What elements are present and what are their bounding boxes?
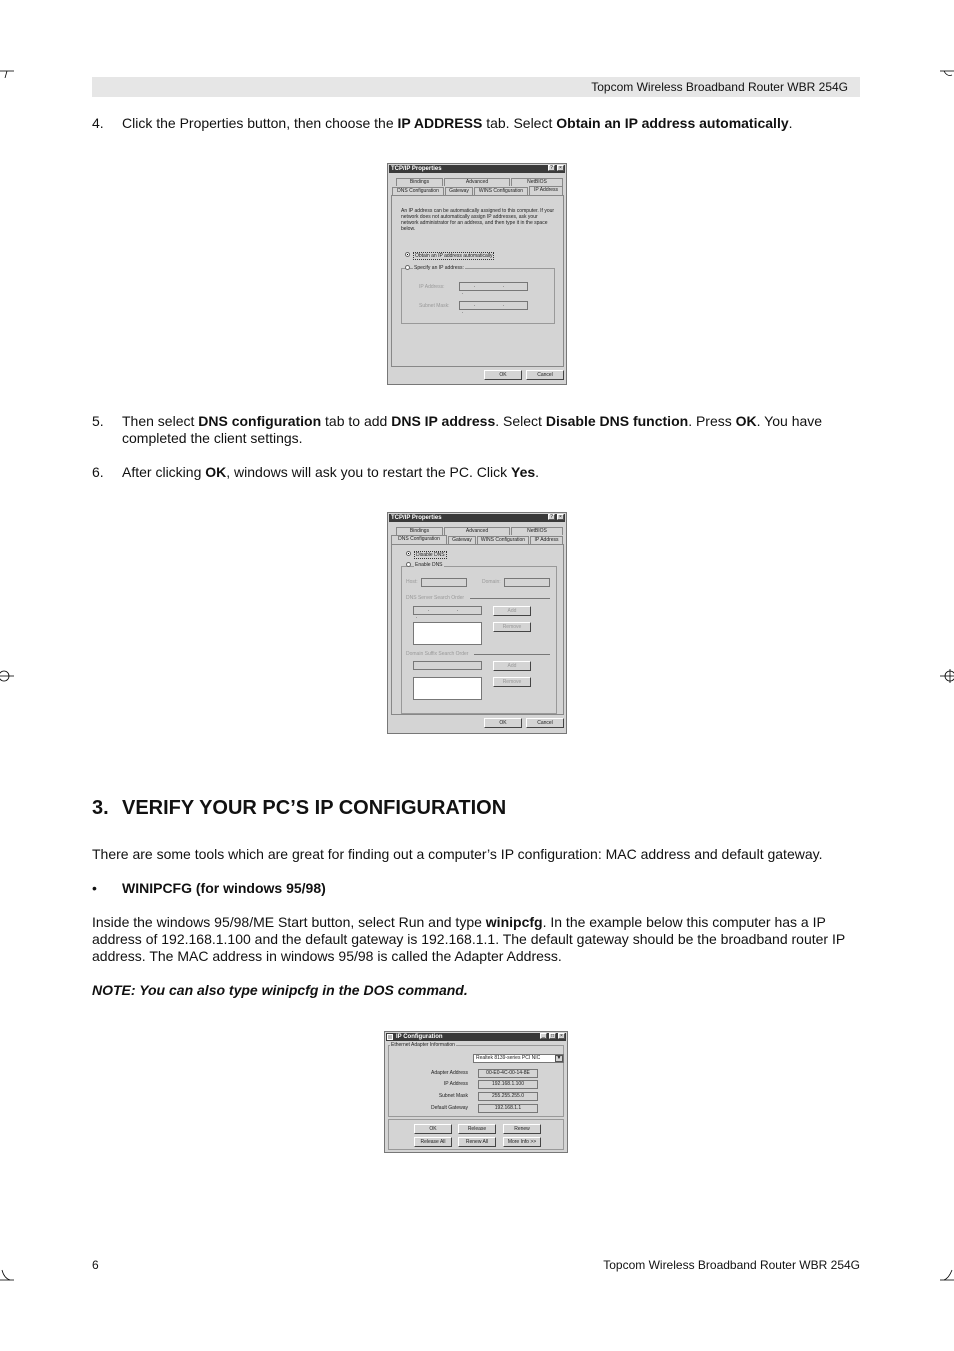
- bold-text: Obtain an IP address automatically: [556, 115, 789, 131]
- minimize-icon[interactable]: _: [540, 1033, 547, 1039]
- host-field: [421, 578, 467, 587]
- dialog-title: IP Configuration: [386, 1033, 566, 1041]
- tab-netbios[interactable]: NetBIOS: [511, 527, 563, 535]
- text-run: Inside the windows 95/98/ME Start button, select Run and type: [92, 914, 486, 930]
- ok-button[interactable]: OK: [414, 1124, 452, 1134]
- running-header: [92, 77, 860, 97]
- suffix-order-label: Domain Suffix Search Order: [406, 651, 469, 657]
- winipcfg-paragraph: [92, 914, 862, 965]
- tab-gateway[interactable]: Gateway: [448, 536, 476, 544]
- release-all-button[interactable]: Release All: [414, 1137, 452, 1147]
- subnet-mask-label: Subnet Mask: [438, 1093, 468, 1099]
- domain-label: Domain:: [482, 579, 501, 585]
- ok-button[interactable]: OK: [484, 718, 522, 728]
- step-number: 5.: [92, 413, 104, 429]
- text-run: . Select: [495, 413, 546, 429]
- more-info-button[interactable]: More Info >>: [503, 1137, 541, 1147]
- text-run: . Press: [688, 413, 736, 429]
- tab-advanced[interactable]: Advanced: [444, 527, 510, 535]
- radio-disable-dns[interactable]: [406, 551, 411, 556]
- bold-text: OK: [735, 413, 757, 429]
- tab-ip-address[interactable]: IP Address: [530, 536, 563, 544]
- bold-text: IP ADDRESS: [397, 115, 483, 131]
- crop-mark-icon: [0, 64, 14, 78]
- step-number: 4.: [92, 115, 104, 131]
- close-icon[interactable]: ×: [558, 1033, 565, 1039]
- domain-field: [504, 578, 550, 587]
- section-number: 3.: [92, 797, 109, 819]
- intro-paragraph: There are some tools which are great for finding out a computer’s IP configuration: MAC address and default gateway.: [92, 846, 823, 862]
- tab-dns-configuration[interactable]: DNS Configuration: [391, 535, 447, 545]
- dns-server-field: . . .: [413, 606, 482, 615]
- close-icon[interactable]: ×: [557, 165, 564, 171]
- subnet-mask-label: Subnet Mask:: [419, 303, 450, 309]
- tab-netbios[interactable]: NetBIOS: [511, 178, 563, 186]
- disable-dns-label[interactable]: Disable DNS: [416, 552, 445, 558]
- cancel-button[interactable]: Cancel: [526, 370, 564, 380]
- tcpip-properties-dialog: [387, 163, 567, 385]
- header-title: Topcom Wireless Broadband Router WBR 254G: [591, 80, 848, 94]
- step-text: [122, 464, 862, 481]
- maximize-icon[interactable]: □: [550, 1033, 555, 1039]
- step-number: 6.: [92, 464, 104, 480]
- suffix-add-button[interactable]: Add: [493, 661, 531, 671]
- adapter-address-label: Adapter Address: [431, 1070, 468, 1076]
- text-run: . In the example below this computer has a IP address of 192.168.1.100 and the default gateway is 192.168.1.1. The default gateway should be the broadband router IP address. The MAC address in windows 95/98 is called the Adapter Address.: [92, 914, 845, 964]
- bold-text: Disable DNS function: [545, 413, 689, 429]
- suffix-remove-button[interactable]: Remove: [493, 677, 531, 687]
- dns-panel: [391, 544, 564, 715]
- section-heading: [92, 797, 506, 820]
- page-number: 6: [92, 1258, 99, 1272]
- separator: [470, 598, 550, 599]
- tcpip-dns-dialog: [387, 512, 567, 734]
- host-label: Host:: [406, 579, 418, 585]
- dns-add-button[interactable]: Add: [493, 606, 531, 616]
- note-text: NOTE: You can also type winipcfg in the DOS command.: [92, 982, 468, 998]
- app-icon: [387, 1034, 393, 1040]
- step-text: [122, 115, 862, 132]
- ip-address-panel: [391, 195, 564, 367]
- specify-ip-group: [401, 268, 555, 324]
- help-icon[interactable]: ?: [548, 165, 555, 171]
- subnet-mask-field: . . .: [459, 301, 528, 310]
- dns-order-label: DNS Server Search Order: [406, 595, 465, 601]
- renew-button[interactable]: Renew: [503, 1124, 541, 1134]
- bold-text: winipcfg: [485, 914, 543, 930]
- tab-advanced[interactable]: Advanced: [444, 178, 510, 186]
- text-run: Click the Properties button, then choose the: [122, 115, 398, 131]
- specify-ip-label[interactable]: Specify an IP address:: [414, 265, 464, 271]
- bullet-item: [92, 880, 326, 896]
- ip-address-label: IP Address:: [419, 284, 445, 290]
- obtain-auto-label[interactable]: Obtain an IP address automatically: [415, 253, 493, 259]
- text-run: . You have completed the client settings.: [122, 413, 823, 446]
- release-button[interactable]: Release: [458, 1124, 496, 1134]
- suffix-field: [413, 661, 482, 670]
- tab-wins-configuration[interactable]: WINS Configuration: [477, 536, 529, 544]
- renew-all-button[interactable]: Renew All: [458, 1137, 496, 1147]
- tab-ip-address[interactable]: IP Address: [529, 186, 563, 196]
- bold-text: Yes: [511, 464, 536, 480]
- text-run: , windows will ask you to restart the PC. Click: [226, 464, 512, 480]
- default-gateway-label: Default Gateway: [431, 1105, 468, 1111]
- text-run: tab to add: [321, 413, 392, 429]
- ip-configuration-dialog: [384, 1031, 568, 1153]
- description-text: An IP address can be automatically assigned to this computer. If your network does not automatically assign IP addresses, ask your network administrator for an address, and then type it in the space below.: [401, 208, 555, 232]
- tab-wins-configuration[interactable]: WINS Configuration: [474, 187, 528, 195]
- radio-specify-ip[interactable]: [405, 265, 410, 270]
- crop-mark-icon: [940, 1268, 954, 1282]
- default-gateway-value: 192.168.1.1: [478, 1104, 538, 1113]
- separator: [474, 654, 550, 655]
- text-run: .: [788, 115, 793, 131]
- tab-dns-configuration[interactable]: DNS Configuration: [392, 187, 444, 195]
- adapter-select[interactable]: Realtek 8139-series PCI NIC: [473, 1054, 564, 1063]
- dns-remove-button[interactable]: Remove: [493, 622, 531, 632]
- bold-text: DNS configuration: [198, 413, 322, 429]
- registration-mark-icon: [940, 669, 954, 683]
- dialog-title: TCP/IP Properties: [389, 165, 565, 173]
- cancel-button[interactable]: Cancel: [526, 718, 564, 728]
- ip-address-field: . . .: [459, 282, 528, 291]
- dialog-title: TCP/IP Properties: [389, 514, 565, 522]
- radio-obtain-auto[interactable]: [405, 252, 410, 257]
- text-run: .: [535, 464, 540, 480]
- tab-bindings[interactable]: Bindings: [396, 178, 443, 186]
- bold-text: OK: [205, 464, 227, 480]
- registration-mark-icon: [0, 669, 14, 683]
- subnet-mask-value: 255.255.255.0: [478, 1092, 538, 1101]
- crop-mark-icon: [940, 64, 954, 78]
- section-title: VERIFY YOUR PC’S IP CONFIGURATION: [122, 797, 507, 819]
- crop-mark-icon: [0, 1268, 14, 1282]
- suffix-list[interactable]: [413, 677, 482, 700]
- enable-dns-label[interactable]: Enable DNS: [415, 562, 443, 568]
- footer-title: Topcom Wireless Broadband Router WBR 254G: [603, 1258, 860, 1272]
- tab-gateway[interactable]: Gateway: [445, 187, 473, 195]
- adapter-address-value: 00-E0-4C-00-14-8E: [478, 1069, 538, 1078]
- chevron-down-icon[interactable]: ▼: [556, 1055, 562, 1061]
- bullet-icon: •: [92, 880, 97, 896]
- text-run: tab. Select: [482, 115, 557, 131]
- bold-text: DNS IP address: [391, 413, 496, 429]
- dns-server-list[interactable]: [413, 622, 482, 645]
- step-text: [122, 413, 862, 447]
- ip-address-value: 192.168.1.100: [478, 1080, 538, 1089]
- text-run: Then select: [122, 413, 199, 429]
- text-run: After clicking: [122, 464, 206, 480]
- adapter-group-label: Ethernet Adapter Information: [391, 1042, 455, 1048]
- close-icon[interactable]: ×: [557, 514, 564, 520]
- tab-bindings[interactable]: Bindings: [396, 527, 443, 535]
- bullet-text: WINIPCFG (for windows 95/98): [122, 880, 326, 896]
- help-icon[interactable]: ?: [548, 514, 555, 520]
- radio-enable-dns[interactable]: [406, 562, 411, 567]
- ip-address-label: IP Address: [443, 1081, 468, 1087]
- ok-button[interactable]: OK: [484, 370, 522, 380]
